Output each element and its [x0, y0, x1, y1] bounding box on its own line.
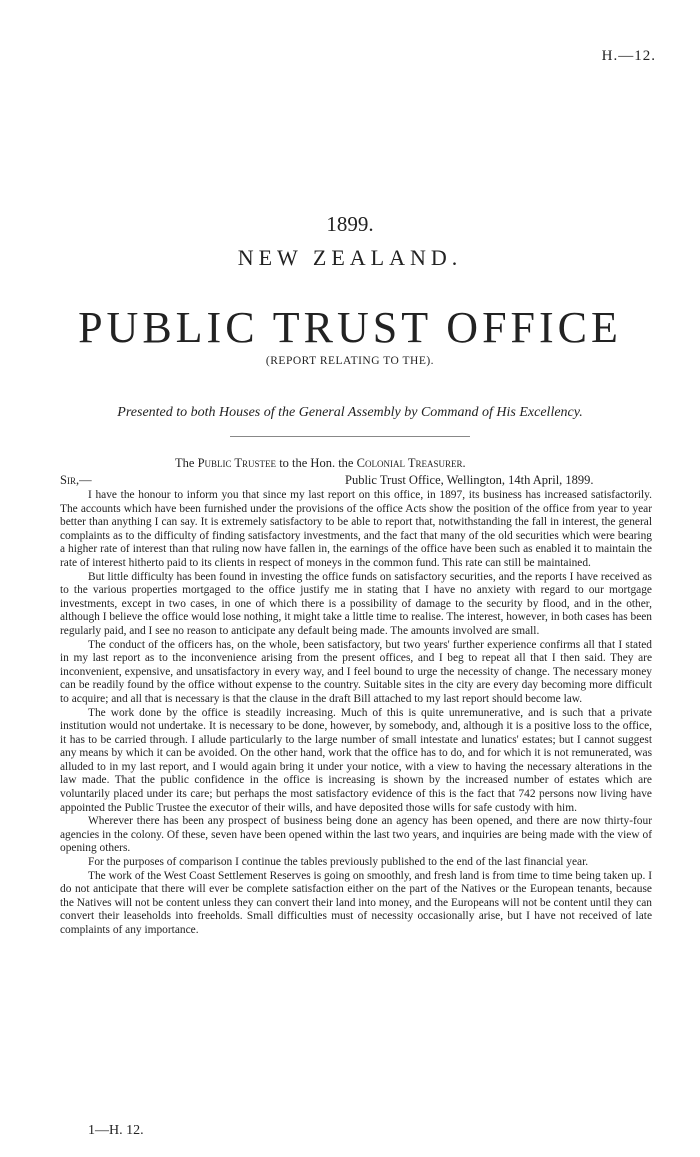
- paragraph: But little difficulty has been found in investing the office funds on satisfactory securities, and the reports I have received as to the various properties mortgaged to the office justify me in stating that I have no anxiety with regard to our mortgage investments, except in two cases, in one of which there is a possibility of damage to the security by flood, and in the other, although I believe the office would lose nothing, it might take a little time to realise. The interest, however, in both cases has been regularly paid, and I see no reason to anticipate any default being made. The amounts involved are small.: [60, 570, 652, 637]
- page-reference: H.—12.: [601, 48, 656, 64]
- document-subtitle: (REPORT RELATING TO THE).: [265, 355, 435, 367]
- paragraph: Wherever there has been any prospect of business being done an agency has been opened, and there are now thirty-four agencies in the colony. Of these, seven have been opened within the last two years, and inquiries are being made with the view of opening others.: [60, 815, 652, 855]
- address-mid: to the Hon. the: [276, 456, 357, 470]
- paragraph: For the purposes of comparison I continue the tables previously published to the end of the last financial year.: [88, 856, 589, 869]
- paragraph: I have the honour to inform you that since my last report on this office, in 1897, its business has increased satisfactorily. The accounts which have been furnished under the provisions of the office Acts show the position of the office from year to year better than anything I can say. It is extremely satisfactory to be able to report that, notwithstanding the fall in interest, the general complaints as to the difficulty of finding satisfactory investments, and the fact that many of the old securities which were bearing a higher rate of interest than that ruling now have fallen in, the earnings of the office have been such as enabled it to maintain the rate of interest hitherto paid to its clients in respect of moneys in the common fund. This rate can still be maintained.: [60, 489, 652, 569]
- presented-line: Presented to both Houses of the General Assembly by Command of His Excellency.: [117, 405, 583, 420]
- divider-rule: [230, 436, 470, 437]
- address-from: Public Trustee: [197, 456, 277, 470]
- salutation: Sir,—: [60, 473, 92, 487]
- document-year: 1899.: [326, 212, 374, 236]
- paragraph: The conduct of the officers has, on the whole, been satisfactory, but two years' further experience confirms all that I stated in my last report as to the inconvenience arising from the present offices, and I beg to repeat all that I then said. They are inconvenient, expensive, and unsatisfactory in every way, and I feel bound to urge the necessity of change. The necessary money can be readily found by the office without expense to the country. Suitable sites in the city are every day becoming more difficult to acquire; and all that is necessary is that the clause in the draft Bill attached to my last report should become law.: [60, 638, 652, 705]
- dateline: Public Trust Office, Wellington, 14th April, 1899.: [345, 473, 594, 487]
- footer-reference: 1—H. 12.: [88, 1123, 144, 1138]
- document-title: PUBLIC TRUST OFFICE: [78, 303, 622, 352]
- address-pre: The: [175, 456, 198, 470]
- letter-body: [60, 489, 652, 938]
- address-to: Colonial Treasurer.: [356, 456, 466, 470]
- paragraph: The work done by the office is steadily increasing. Much of this is quite unremunerative, and is such that a private institution would not undertake. It is necessary to be done, however, by somebody, and, although it is a positive loss to the office, it has to be carried through. I allude particularly to the large number of small intestate and lunatics' estates; but I cannot suggest any means by which it can be avoided. On the other hand, work that the office has to do, and for which it is not remunerated, was alluded to in my last report, and I would again bring it under your notice, with a view to having the necessary alterations in the law made. That the public confidence in the office is increasing is shown by the increased number of estates which are voluntarily placed under its care; but perhaps the most satisfactory evidence of this is the fact that 742 persons now living have appointed the Public Trustee the executor of their wills, and have deposited those wills for safe custody with him.: [60, 706, 652, 814]
- letter-address: [175, 456, 466, 471]
- country-heading: NEW ZEALAND.: [237, 245, 463, 270]
- paragraph: The work of the West Coast Settlement Reserves is going on smoothly, and fresh land is from time to time being taken up. I do not anticipate that there will ever be complete satisfaction either on the part of the Natives or the European tenants, because the Natives will not be content unless they can convert their land into money, and the Europeans will not be content until they can convert their leaseholds into freeholds. Small difficulties must of necessity occasionally arise, but I have not received of late complaints of any importance.: [60, 869, 652, 936]
